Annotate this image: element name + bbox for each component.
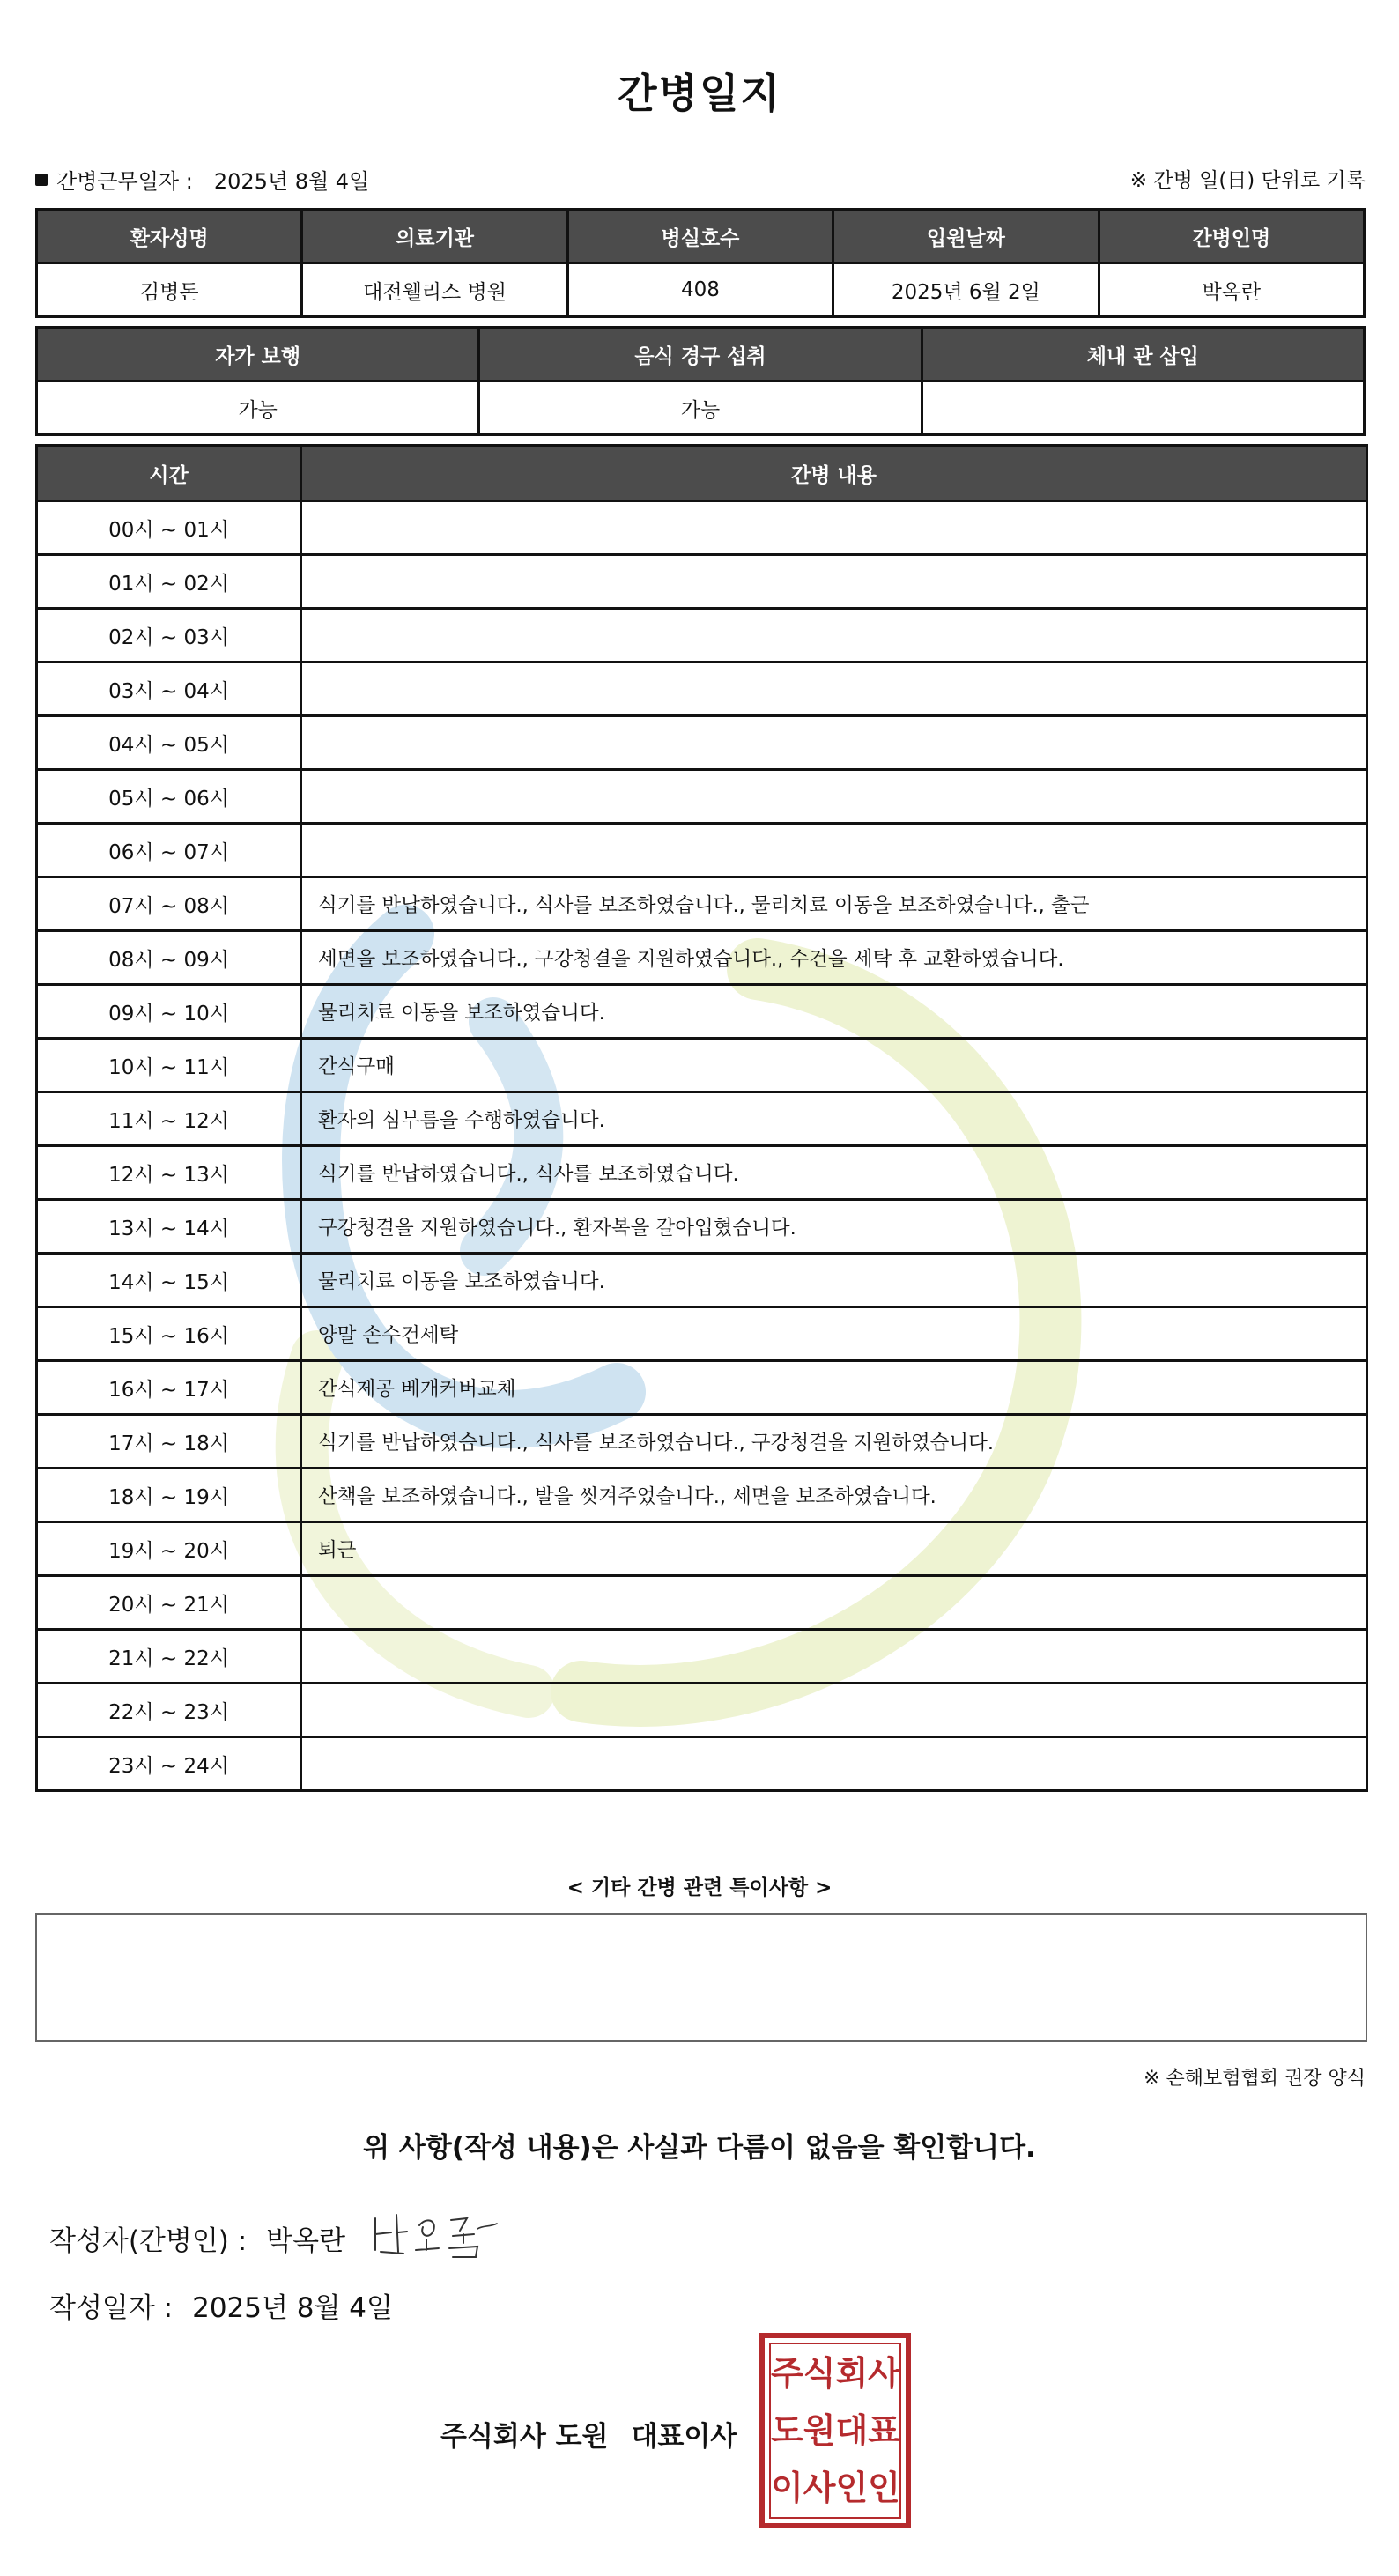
log-content-cell — [301, 716, 1367, 770]
log-time-cell: 20시 ~ 21시 — [37, 1576, 301, 1630]
log-row — [37, 824, 1367, 877]
log-time-cell: 14시 ~ 15시 — [37, 1254, 301, 1307]
written-date-label: 작성일자 : — [49, 2292, 174, 2324]
log-row — [37, 1254, 1367, 1307]
log-content-cell — [301, 1737, 1367, 1791]
log-time-cell: 05시 ~ 06시 — [37, 770, 301, 824]
unit-note: ※ 간병 일(日) 단위로 기록 — [1129, 169, 1366, 192]
log-time-cell: 13시 ~ 14시 — [37, 1200, 301, 1254]
log-row — [37, 1307, 1367, 1361]
seal-character: 사 — [868, 2353, 900, 2393]
ability-value-row — [37, 381, 1365, 435]
log-time-cell: 22시 ~ 23시 — [37, 1684, 301, 1737]
caregiver-name-value: 박옥란 — [1099, 263, 1364, 317]
log-content-cell: 환자의 심부름을 수행하였습니다. — [301, 1092, 1367, 1146]
log-content-cell: 식기를 반납하였습니다., 식사를 보조하였습니다., 구강청결을 지원하였습니다. — [301, 1415, 1367, 1469]
log-content-cell: 세면을 보조하였습니다., 구강청결을 지원하였습니다., 수건을 세탁 후 교환하였습니다. — [301, 931, 1367, 985]
log-time-cell: 18시 ~ 19시 — [37, 1469, 301, 1522]
seal-character: 표 — [868, 2410, 900, 2450]
seal-character: 도 — [771, 2410, 803, 2450]
log-time-cell: 04시 ~ 05시 — [37, 716, 301, 770]
header-hospital: 의료기관 — [302, 210, 567, 263]
header-patient-name: 환자성명 — [37, 210, 302, 263]
log-time-cell: 19시 ~ 20시 — [37, 1522, 301, 1576]
company-name: 주식회사 도원 — [440, 2421, 609, 2453]
log-row — [37, 609, 1367, 663]
log-row — [37, 1092, 1367, 1146]
writer-name: 박옥란 — [266, 2225, 346, 2257]
log-time-cell: 15시 ~ 16시 — [37, 1307, 301, 1361]
log-time-cell: 21시 ~ 22시 — [37, 1630, 301, 1684]
company-line — [440, 2414, 737, 2454]
written-date-line — [49, 2285, 393, 2325]
log-row — [37, 877, 1367, 931]
log-time-cell: 10시 ~ 11시 — [37, 1039, 301, 1092]
log-content-cell: 구강청결을 지원하였습니다., 환자복을 갈아입혔습니다. — [301, 1200, 1367, 1254]
log-row — [37, 931, 1367, 985]
seal-character: 인 — [835, 2469, 869, 2508]
writer-label: 작성자(간병인) : — [49, 2225, 248, 2257]
ability-header-row — [37, 328, 1365, 381]
log-content-cell — [301, 555, 1367, 609]
log-content-cell: 간식구매 — [301, 1039, 1367, 1092]
duty-date-line — [35, 164, 369, 195]
log-time-cell: 08시 ~ 09시 — [37, 931, 301, 985]
log-time-cell: 01시 ~ 02시 — [37, 555, 301, 609]
log-content-cell — [301, 770, 1367, 824]
header-tube-insertion: 체내 관 삽입 — [922, 328, 1364, 381]
seal-character: 이 — [771, 2469, 803, 2508]
log-time-cell: 03시 ~ 04시 — [37, 663, 301, 716]
header-self-walking: 자가 보행 — [37, 328, 479, 381]
log-time-cell: 12시 ~ 13시 — [37, 1146, 301, 1200]
oral-intake-value: 가능 — [479, 381, 922, 435]
room-number-value: 408 — [567, 263, 833, 317]
log-content-cell — [301, 1630, 1367, 1684]
duty-date-value: 2025년 8월 4일 — [213, 169, 370, 194]
log-row — [37, 770, 1367, 824]
representative-title: 대표이사 — [631, 2421, 737, 2453]
seal-character: 사 — [803, 2469, 836, 2508]
log-content-cell — [301, 824, 1367, 877]
log-content-cell: 물리치료 이동을 보조하였습니다. — [301, 1254, 1367, 1307]
patient-name-value: 김병돈 — [37, 263, 302, 317]
confirmation-statement: 위 사항(작성 내용)은 사실과 다름이 없음을 확인합니다. — [363, 2132, 1036, 2164]
log-content-cell — [301, 1576, 1367, 1630]
header-care-content: 간병 내용 — [301, 446, 1367, 501]
company-seal-stamp — [759, 2333, 911, 2528]
admission-date-value: 2025년 6월 2일 — [833, 263, 1099, 317]
log-content-cell — [301, 501, 1367, 555]
seal-character: 식 — [803, 2353, 836, 2393]
care-log-table — [35, 444, 1368, 1792]
tube-insertion-value — [922, 381, 1364, 435]
log-row — [37, 663, 1367, 716]
seal-character: 회 — [835, 2353, 869, 2393]
log-row — [37, 1522, 1367, 1576]
log-content-cell: 간식제공 베개커버교체 — [301, 1361, 1367, 1415]
seal-character: 원 — [803, 2410, 836, 2450]
self-walking-value: 가능 — [37, 381, 479, 435]
form-note: ※ 손해보험협회 권장 양식 — [1144, 2068, 1366, 2090]
written-date-value: 2025년 8월 4일 — [192, 2292, 393, 2324]
handwritten-signature — [368, 2208, 518, 2261]
bullet-square-icon — [35, 174, 48, 186]
notes-title: < 기타 간병 관련 특이사항 > — [566, 1876, 833, 1899]
header-admission-date: 입원날짜 — [833, 210, 1099, 263]
log-time-cell: 23시 ~ 24시 — [37, 1737, 301, 1791]
header-time: 시간 — [37, 446, 301, 501]
log-time-cell: 07시 ~ 08시 — [37, 877, 301, 931]
writer-line — [49, 2218, 345, 2258]
log-row — [37, 1737, 1367, 1791]
log-time-cell: 06시 ~ 07시 — [37, 824, 301, 877]
patient-info-table — [35, 208, 1366, 318]
header-caregiver-name: 간병인명 — [1099, 210, 1364, 263]
log-row — [37, 555, 1367, 609]
log-content-cell: 산책을 보조하였습니다., 발을 씻겨주었습니다., 세면을 보조하였습니다. — [301, 1469, 1367, 1522]
patient-value-row — [37, 263, 1365, 317]
log-time-cell: 02시 ~ 03시 — [37, 609, 301, 663]
log-row — [37, 716, 1367, 770]
notes-box — [35, 1913, 1367, 2042]
log-content-cell — [301, 663, 1367, 716]
log-row — [37, 985, 1367, 1039]
log-row — [37, 1146, 1367, 1200]
seal-character: 인 — [868, 2469, 900, 2508]
log-content-cell — [301, 609, 1367, 663]
log-time-cell: 11시 ~ 12시 — [37, 1092, 301, 1146]
log-row — [37, 501, 1367, 555]
log-row — [37, 1415, 1367, 1469]
log-row — [37, 1200, 1367, 1254]
log-row — [37, 1039, 1367, 1092]
log-content-cell — [301, 1684, 1367, 1737]
log-header-row — [37, 446, 1367, 501]
log-time-cell: 00시 ~ 01시 — [37, 501, 301, 555]
header-oral-intake: 음식 경구 섭취 — [479, 328, 922, 381]
log-content-cell: 식기를 반납하였습니다., 식사를 보조하였습니다. — [301, 1146, 1367, 1200]
duty-date-label: 간병근무일자 : — [56, 169, 193, 194]
log-time-cell: 09시 ~ 10시 — [37, 985, 301, 1039]
log-content-cell: 퇴근 — [301, 1522, 1367, 1576]
log-row — [37, 1361, 1367, 1415]
header-room-number: 병실호수 — [567, 210, 833, 263]
log-row — [37, 1469, 1367, 1522]
log-row — [37, 1576, 1367, 1630]
log-content-cell: 식기를 반납하였습니다., 식사를 보조하였습니다., 물리치료 이동을 보조하였습니다., 출근 — [301, 877, 1367, 931]
log-row — [37, 1630, 1367, 1684]
log-time-cell: 16시 ~ 17시 — [37, 1361, 301, 1415]
seal-character: 대 — [835, 2410, 869, 2450]
log-time-cell: 17시 ~ 18시 — [37, 1415, 301, 1469]
hospital-value: 대전웰리스 병원 — [302, 263, 567, 317]
patient-header-row — [37, 210, 1365, 263]
log-content-cell: 물리치료 이동을 보조하였습니다. — [301, 985, 1367, 1039]
seal-character: 주 — [771, 2353, 803, 2393]
document-title: 간병일지 — [618, 70, 781, 117]
log-row — [37, 1684, 1367, 1737]
patient-ability-table — [35, 326, 1366, 436]
log-content-cell: 양말 손수건세탁 — [301, 1307, 1367, 1361]
